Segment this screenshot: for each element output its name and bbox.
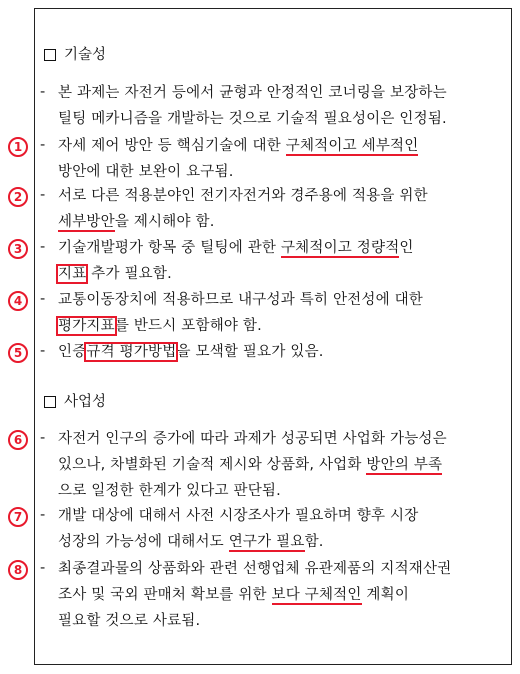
bullet-dash: - [40,84,46,100]
bullet-dash: - [40,239,46,255]
item-text-line [58,239,414,257]
text-run: 를 반드시 포함해야 함. [114,318,262,334]
item-text-line [58,507,418,525]
underlined-phrase: 구체적이고 정량적 [280,240,400,256]
underlined-phrase: 구체적이고 세부적인 [285,138,419,154]
item-text-line [58,343,324,361]
item-text-line [58,84,447,102]
text-run: 을 제시해야 함. [114,214,215,230]
item-number-badge: 7 [8,507,28,527]
text-run: 서로 다른 적용분야인 전기자전거와 경주용에 적용을 위한 [58,188,428,204]
checkbox-icon [44,49,56,61]
item-text-line [58,213,215,231]
text-run: 틸팅 메카니즘을 개발하는 것으로 기술적 필요성이은 인정됨. [58,111,447,127]
text-run: 함. [304,534,324,550]
text-run: 본 과제는 자전거 등에서 균형과 안정적인 코너링을 보장하는 [58,85,447,101]
text-run: 조사 및 국외 판매처 확보를 위한 [58,587,272,603]
text-run: 개발 대상에 대해서 사전 시장조사가 필요하며 향후 시장 [58,508,419,524]
item-text-line [58,533,324,551]
item-number-badge: 8 [8,560,28,580]
item-number-badge: 3 [8,239,28,259]
text-run: 계획이 [361,587,410,603]
text-run: 추가 필요함. [86,266,172,282]
text-run: 으로 일정한 한계가 있다고 판단됨. [58,483,281,499]
item-text-line [58,612,200,630]
underlined-phrase: 연구가 필요 [228,534,305,550]
bullet-dash: - [40,560,46,576]
text-run: 성장의 가능성에 대해서도 [58,534,229,550]
item-text-line [58,560,451,578]
text-run: 최종결과물의 상품화와 관련 선행업체 유관제품의 지적재산권 [58,561,452,577]
section-heading-business [44,393,106,411]
item-text-line [58,110,447,128]
text-run: 인 [399,240,414,256]
text-run: 자세 제어 방안 등 핵심기술에 대한 [58,138,286,154]
item-number-badge: 4 [8,291,28,311]
boxed-phrase: 규격 평가방법 [86,344,177,360]
text-run: 방안에 대한 보완이 요구됨. [58,164,234,180]
boxed-phrase: 지표 [58,266,87,282]
text-run: 인증 [58,344,87,360]
item-text-line [58,187,428,205]
item-text-line [58,265,172,283]
item-text-line [58,586,409,604]
item-text-line [58,163,234,181]
bullet-dash: - [40,507,46,523]
text-run: 있으나, 차별화된 기술적 제시와 상품화, 사업화 [58,457,367,473]
bullet-dash: - [40,187,46,203]
text-run: 교통이동장치에 적용하므로 내구성과 특히 안전성에 대한 [58,292,424,308]
bullet-dash: - [40,343,46,359]
bullet-dash: - [40,137,46,153]
checkbox-icon [44,396,56,408]
item-number-badge: 1 [8,137,28,157]
item-text-line [58,482,281,500]
item-text-line [58,317,262,335]
section-heading-text: 기술성 [64,47,107,63]
item-number-badge: 6 [8,430,28,450]
text-run: 기술개발평가 항목 중 틸팅에 관한 [58,240,281,256]
section-heading-technical [44,46,106,64]
text-run: 을 모색할 필요가 있음. [176,344,324,360]
item-text-line [58,456,442,474]
underlined-phrase: 세부방안 [58,214,115,230]
text-run: 필요할 것으로 사료됨. [58,613,201,629]
item-text-line [58,430,447,448]
section-heading-text: 사업성 [64,394,107,410]
bullet-dash: - [40,430,46,446]
item-text-line [58,291,423,309]
item-number-badge: 2 [8,187,28,207]
text-run: 자전거 인구의 증가에 따라 과제가 성공되면 사업화 가능성은 [58,431,447,447]
boxed-phrase: 평가지표 [58,318,115,334]
underlined-phrase: 방안의 부족 [366,457,443,473]
bullet-dash: - [40,291,46,307]
item-text-line [58,137,418,155]
item-number-badge: 5 [8,343,28,363]
underlined-phrase: 보다 구체적인 [271,587,362,603]
